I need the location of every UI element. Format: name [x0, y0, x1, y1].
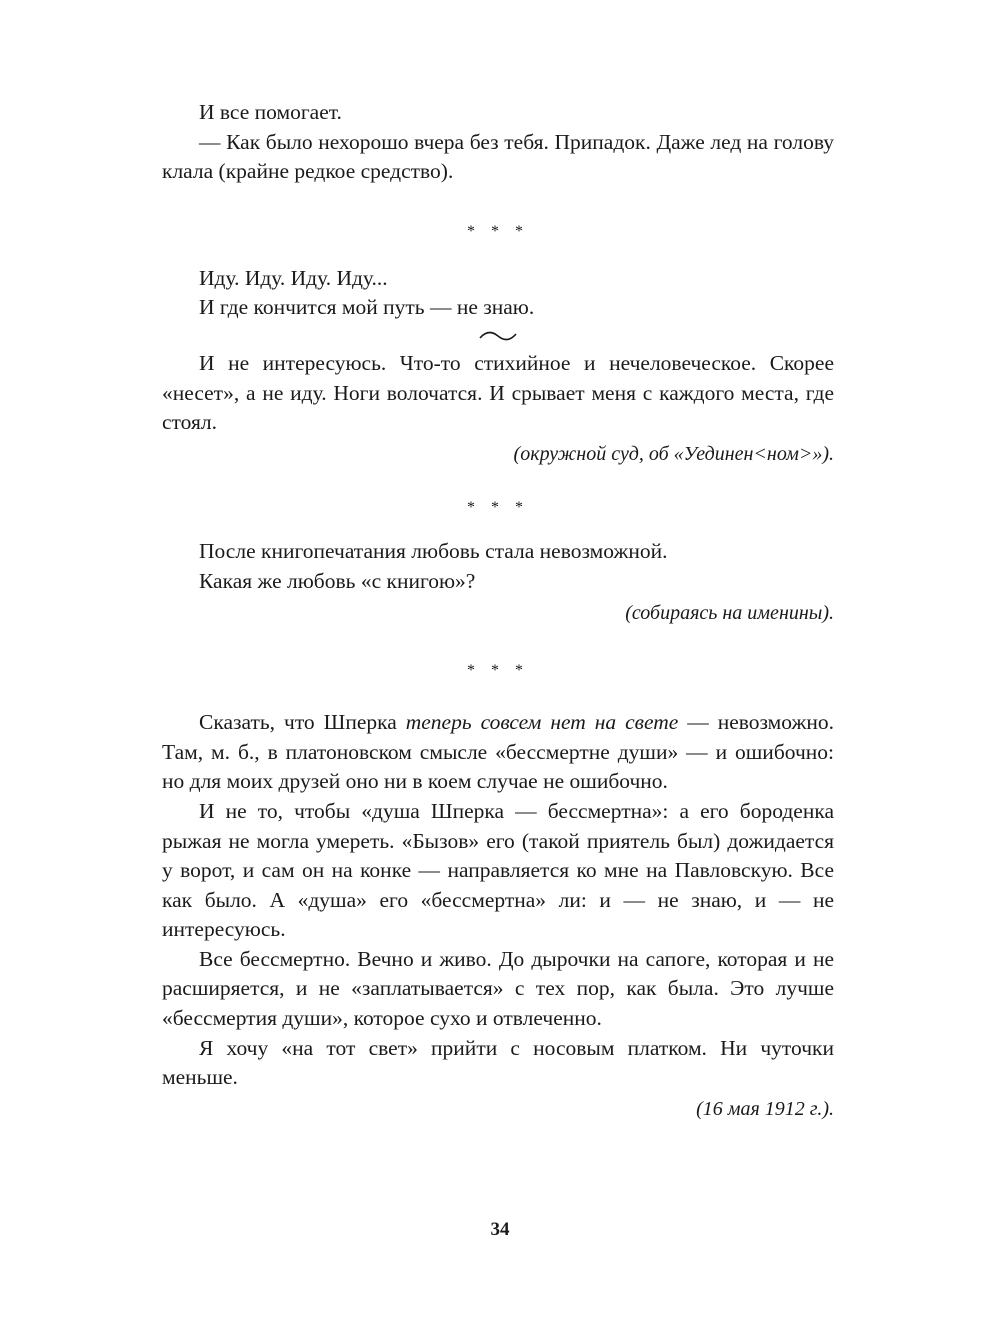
section-separator: * * *	[467, 222, 529, 240]
paragraph: И где кончится мой путь — не знаю.	[199, 295, 535, 320]
paragraph: И не интересуюсь. Что-то стихийное и нечеловеческое. Скорее «несет», а не иду. Ноги волочатся. И срывает меня с каждого места, где стоял.	[162, 350, 834, 435]
text-run: Сказать, что Шперка	[199, 710, 406, 735]
text-run: — невозможно. Там, м. б., в платоновском смысле «бессмертне души» — и ошибочно: но для моих друзей оно ни в коем случае не ошибочно.	[162, 710, 834, 794]
italic-emphasis: теперь совсем нет на свете	[405, 710, 679, 735]
source-note: (окружной суд, об «Уединен<ном>»).	[513, 442, 834, 465]
paragraph	[162, 708, 834, 797]
page-content	[162, 98, 834, 1124]
paragraph: И не то, чтобы «душа Шперка — бессмертна»: а его бороденка рыжая не могла умереть. «Бызов» его (такой приятель был) дожидается у ворот, и сам он на конке — направляется ко мне на Павловскую. Все как было. А «душа» его «бессмертна» ли: и — не знаю, и — не интересуюсь.	[162, 798, 834, 942]
section-1	[162, 98, 834, 187]
page-number: 34	[490, 1219, 510, 1240]
section-2	[162, 264, 834, 470]
tilde-swash-ornament-icon	[162, 323, 834, 349]
paragraph: Все бессмертно. Вечно и живо. До дырочки на сапоге, которая и не расширяется, и не «заплатывается» с тех пор, как была. Это лучше «бессмертия души», которое сухо и отвлеченно.	[162, 946, 834, 1031]
paragraph: И все помогает.	[199, 100, 342, 124]
date-note: (16 мая 1912 г.).	[696, 1097, 834, 1120]
source-note: (собираясь на именины).	[625, 601, 834, 624]
section-separator: * * *	[467, 662, 529, 680]
paragraph: — Как было нехорошо вчера без тебя. Припадок. Даже лед на голову клала (крайне редкое средство).	[162, 129, 834, 184]
section-separator: * * *	[467, 499, 529, 517]
paragraph: После книгопечатания любовь стала невозможной.	[199, 539, 668, 564]
section-4	[162, 708, 834, 1124]
paragraph: Я хочу «на тот свет» прийти с носовым платком. Ни чуточки меньше.	[162, 1035, 834, 1090]
paragraph: Иду. Иду. Иду. Иду...	[199, 265, 388, 290]
paragraph: Какая же любовь «с книгою»?	[199, 568, 476, 593]
section-3	[162, 537, 834, 628]
